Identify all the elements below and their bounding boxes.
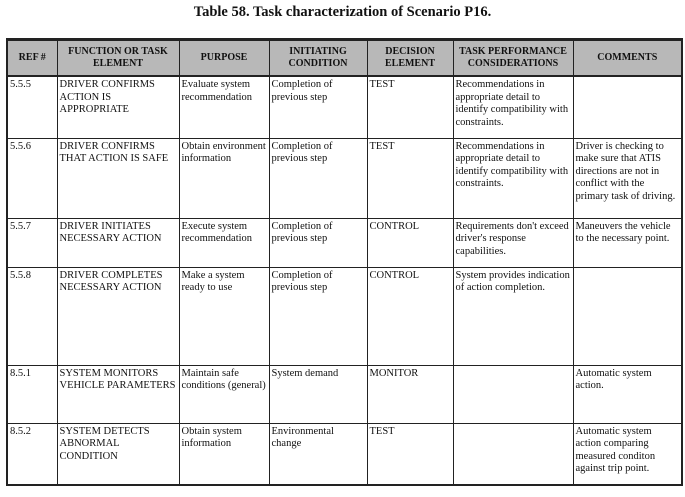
cell-decision: TEST — [367, 76, 453, 138]
cell-purpose: Evaluate system recommendation — [179, 76, 269, 138]
cell-initiating: Completion of previous step — [269, 267, 367, 365]
table-row — [7, 365, 682, 423]
header-function: FUNCTION OR TASK ELEMENT — [57, 40, 179, 77]
cell-purpose: Obtain system information — [179, 423, 269, 485]
cell-comments: Automatic system action comparing measured conditon against trip point. — [573, 423, 682, 485]
header-row — [7, 40, 682, 77]
cell-decision: CONTROL — [367, 267, 453, 365]
cell-purpose: Execute system recommendation — [179, 218, 269, 267]
cell-performance: Requirements don't exceed driver's response capabilities. — [453, 218, 573, 267]
cell-comments: Maneuvers the vehicle to the necessary point. — [573, 218, 682, 267]
cell-function: DRIVER CONFIRMS THAT ACTION IS SAFE — [57, 138, 179, 218]
table-row — [7, 423, 682, 485]
cell-initiating: Completion of previous step — [269, 76, 367, 138]
cell-decision: MONITOR — [367, 365, 453, 423]
cell-initiating: Completion of previous step — [269, 218, 367, 267]
header-purpose: PURPOSE — [179, 40, 269, 77]
cell-comments — [573, 267, 682, 365]
cell-ref: 8.5.2 — [7, 423, 57, 485]
cell-ref: 5.5.5 — [7, 76, 57, 138]
table-row — [7, 138, 682, 218]
cell-purpose: Maintain safe conditions (general) — [179, 365, 269, 423]
cell-comments: Automatic system action. — [573, 365, 682, 423]
cell-function: DRIVER INITIATES NECESSARY ACTION — [57, 218, 179, 267]
task-characterization-table — [6, 38, 683, 486]
header-comments: COMMENTS — [573, 40, 682, 77]
cell-performance: Recommendations in appropriate detail to identify compatibility with constraints. — [453, 76, 573, 138]
header-ref: REF # — [7, 40, 57, 77]
cell-decision: TEST — [367, 138, 453, 218]
cell-ref: 8.5.1 — [7, 365, 57, 423]
cell-ref: 5.5.6 — [7, 138, 57, 218]
cell-purpose: Obtain environment information — [179, 138, 269, 218]
cell-comments — [573, 76, 682, 138]
cell-purpose: Make a system ready to use — [179, 267, 269, 365]
cell-decision: CONTROL — [367, 218, 453, 267]
cell-function: SYSTEM DETECTS ABNORMAL CONDITION — [57, 423, 179, 485]
cell-function: DRIVER CONFIRMS ACTION IS APPROPRIATE — [57, 76, 179, 138]
cell-ref: 5.5.7 — [7, 218, 57, 267]
cell-decision: TEST — [367, 423, 453, 485]
table-row — [7, 218, 682, 267]
cell-comments: Driver is checking to make sure that ATIS directions are not in conflict with the primary task of driving. — [573, 138, 682, 218]
table-title: Table 58. Task characterization of Scenario P16. — [193, 4, 492, 20]
header-decision: DECISION ELEMENT — [367, 40, 453, 77]
cell-function: SYSTEM MONITORS VEHICLE PARAMETERS — [57, 365, 179, 423]
cell-initiating: Environmental change — [269, 423, 367, 485]
cell-initiating: System demand — [269, 365, 367, 423]
cell-performance: Recommendations in appropriate detail to identify compatibility with constraints. — [453, 138, 573, 218]
cell-ref: 5.5.8 — [7, 267, 57, 365]
header-initiating: INITIATING CONDITION — [269, 40, 367, 77]
cell-performance — [453, 423, 573, 485]
cell-performance: System provides indication of action completion. — [453, 267, 573, 365]
table-row — [7, 267, 682, 365]
cell-performance — [453, 365, 573, 423]
cell-initiating: Completion of previous step — [269, 138, 367, 218]
table-row — [7, 76, 682, 138]
cell-function: DRIVER COMPLETES NECESSARY ACTION — [57, 267, 179, 365]
header-performance: TASK PERFORMANCE CONSIDERATIONS — [453, 40, 573, 77]
